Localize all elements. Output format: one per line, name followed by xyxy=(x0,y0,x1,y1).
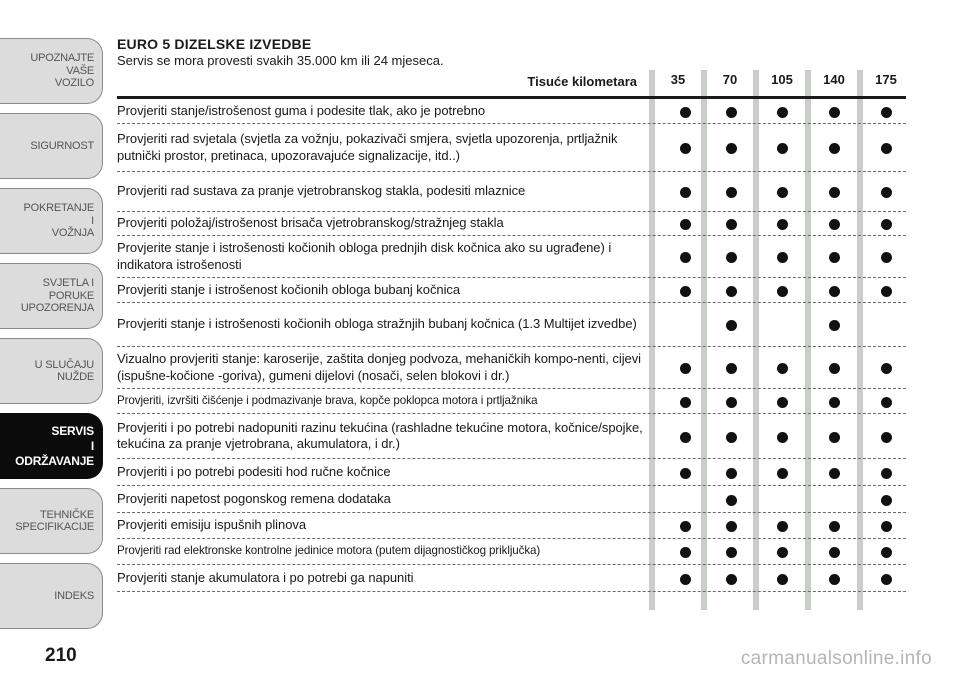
row-description: Provjeriti, izvršiti čišćenje i podmazivanje brava, kopče poklopca motora i prtljažnika xyxy=(117,393,538,407)
service-mark-70 xyxy=(726,363,737,374)
service-mark-70 xyxy=(726,574,737,585)
service-mark-105 xyxy=(777,547,788,558)
service-mark-70 xyxy=(726,547,737,558)
table-row xyxy=(117,414,906,459)
service-mark-70 xyxy=(726,397,737,408)
service-mark-70 xyxy=(726,468,737,479)
service-mark-105 xyxy=(777,574,788,585)
service-mark-105 xyxy=(777,521,788,532)
page-title: EURO 5 DIZELSKE IZVEDBE xyxy=(117,36,312,52)
table-row xyxy=(117,539,906,565)
table-row xyxy=(117,172,906,212)
service-mark-105 xyxy=(777,143,788,154)
service-mark-70 xyxy=(726,286,737,297)
service-mark-70 xyxy=(726,187,737,198)
table-row xyxy=(117,459,906,486)
row-description: Provjeriti stanje/istrošenost guma i podesite tlak, ako je potrebno xyxy=(117,102,486,118)
service-mark-140 xyxy=(829,107,840,118)
service-mark-35 xyxy=(680,187,691,198)
tab-u-slucaju[interactable]: U SLUČAJU NUŽDE xyxy=(0,338,103,404)
table-row xyxy=(117,389,906,414)
service-mark-70 xyxy=(726,219,737,230)
service-mark-70 xyxy=(726,143,737,154)
km-column-label: Tisuće kilometara xyxy=(527,74,637,89)
table-row xyxy=(117,513,906,539)
service-mark-175 xyxy=(881,107,892,118)
service-mark-70 xyxy=(726,252,737,263)
service-mark-175 xyxy=(881,574,892,585)
service-mark-70 xyxy=(726,495,737,506)
service-mark-35 xyxy=(680,397,691,408)
service-mark-175 xyxy=(881,521,892,532)
service-mark-105 xyxy=(777,252,788,263)
service-mark-35 xyxy=(680,252,691,263)
service-mark-105 xyxy=(777,219,788,230)
service-mark-35 xyxy=(680,574,691,585)
table-row xyxy=(117,212,906,236)
tab-sigurnost[interactable]: SIGURNOST xyxy=(0,113,103,179)
service-mark-175 xyxy=(881,397,892,408)
row-description: Provjeriti rad svjetala (svjetla za vožnju, pokazivači smjera, svjetla upozorenja, prtljažnik putnički prostor, pretinaca, upozoravajuće signalizacije, itd..) xyxy=(117,131,618,163)
service-mark-70 xyxy=(726,521,737,532)
row-description: Provjeriti rad sustava za pranje vjetrobranskog stakla, podesiti mlaznice xyxy=(117,183,526,199)
tab-tehnicke[interactable]: TEHNIČKE SPECIFIKACIJE xyxy=(0,488,103,554)
table-row xyxy=(117,565,906,592)
table-row xyxy=(117,303,906,347)
service-mark-35 xyxy=(680,107,691,118)
service-mark-140 xyxy=(829,397,840,408)
service-mark-105 xyxy=(777,107,788,118)
service-mark-35 xyxy=(680,286,691,297)
tab-servis[interactable]: SERVIS I ODRŽAVANJE xyxy=(0,413,103,479)
row-description: Provjeriti stanje i istrošenosti kočionih obloga stražnjih bubanj kočnica (1.3 Multijet izvedbe) xyxy=(117,316,637,332)
service-mark-140 xyxy=(829,252,840,263)
tab-indeks[interactable]: INDEKS xyxy=(0,563,103,629)
service-mark-140 xyxy=(829,187,840,198)
service-mark-175 xyxy=(881,219,892,230)
service-mark-35 xyxy=(680,521,691,532)
service-mark-140 xyxy=(829,219,840,230)
service-mark-105 xyxy=(777,187,788,198)
service-mark-140 xyxy=(829,547,840,558)
service-mark-175 xyxy=(881,547,892,558)
watermark: carmanualsonline.info xyxy=(740,648,932,669)
service-mark-70 xyxy=(726,432,737,443)
page-subtitle: Servis se mora provesti svakih 35.000 km ili 24 mjeseca. xyxy=(117,53,444,68)
service-mark-175 xyxy=(881,495,892,506)
row-description: Provjerite stanje i istrošenosti kočionih obloga prednjih disk kočnica ako su ugrađene) i indikatora istrošenosti xyxy=(117,240,612,272)
table-row xyxy=(117,347,906,389)
service-mark-175 xyxy=(881,252,892,263)
service-mark-140 xyxy=(829,468,840,479)
service-mark-35 xyxy=(680,143,691,154)
table-row xyxy=(117,99,906,124)
tab-pokretanje[interactable]: POKRETANJE I VOŽNJA xyxy=(0,188,103,254)
service-mark-175 xyxy=(881,468,892,479)
service-mark-175 xyxy=(881,363,892,374)
table-row xyxy=(117,486,906,513)
row-description: Provjeriti i po potrebi nadopuniti razinu tekućina (rashladne tekućine motora, kočnice/spojke, tekućina za pranje vjetrobrana, akumulatora, i dr.) xyxy=(117,419,643,451)
service-mark-35 xyxy=(680,363,691,374)
service-mark-105 xyxy=(777,432,788,443)
service-mark-105 xyxy=(777,363,788,374)
table-row xyxy=(117,124,906,172)
row-description: Provjeriti emisiju ispušnih plinova xyxy=(117,517,306,533)
row-description: Provjeriti i po potrebi podesiti hod ručne kočnice xyxy=(117,463,391,479)
row-description: Provjeriti stanje akumulatora i po potrebi ga napuniti xyxy=(117,569,414,585)
service-mark-70 xyxy=(726,320,737,331)
service-mark-35 xyxy=(680,547,691,558)
column-header-140: 140 xyxy=(823,72,845,87)
service-mark-70 xyxy=(726,107,737,118)
service-mark-175 xyxy=(881,432,892,443)
tab-upoznajte[interactable]: UPOZNAJTE VAŠE VOZILO xyxy=(0,38,103,104)
column-header-175: 175 xyxy=(875,72,897,87)
service-mark-105 xyxy=(777,397,788,408)
service-mark-140 xyxy=(829,574,840,585)
column-header-105: 105 xyxy=(771,72,793,87)
service-mark-140 xyxy=(829,521,840,532)
row-description: Provjeriti stanje i istrošenost kočionih obloga bubanj kočnica xyxy=(117,281,461,297)
table-row xyxy=(117,236,906,278)
service-mark-140 xyxy=(829,143,840,154)
row-description: Provjeriti napetost pogonskog remena dodataka xyxy=(117,490,391,506)
service-mark-140 xyxy=(829,286,840,297)
service-mark-175 xyxy=(881,187,892,198)
service-mark-105 xyxy=(777,468,788,479)
service-mark-140 xyxy=(829,363,840,374)
page-number: 210 xyxy=(45,645,77,666)
service-mark-140 xyxy=(829,432,840,443)
tab-svjetla[interactable]: SVJETLA I PORUKE UPOZORENJA xyxy=(0,263,103,329)
service-mark-175 xyxy=(881,286,892,297)
service-mark-35 xyxy=(680,432,691,443)
service-mark-35 xyxy=(680,468,691,479)
row-description: Vizualno provjeriti stanje: karoserije, zaštita donjeg podvoza, mehaničkih kompo-nenti, cijevi (ispušne-kočione -goriva), gumeni dijelovi (nosači, selen blokovi i dr.) xyxy=(117,351,642,383)
service-mark-105 xyxy=(777,286,788,297)
service-mark-175 xyxy=(881,143,892,154)
row-description: Provjeriti rad elektronske kontrolne jedinice motora (putem dijagnostičkog priključka) xyxy=(117,544,541,558)
row-description: Provjeriti položaj/istrošenost brisača vjetrobranskog/stražnjeg stakla xyxy=(117,215,504,231)
service-mark-35 xyxy=(680,219,691,230)
service-mark-140 xyxy=(829,320,840,331)
column-header-35: 35 xyxy=(670,72,686,87)
table-row xyxy=(117,278,906,303)
column-header-70: 70 xyxy=(722,72,738,87)
